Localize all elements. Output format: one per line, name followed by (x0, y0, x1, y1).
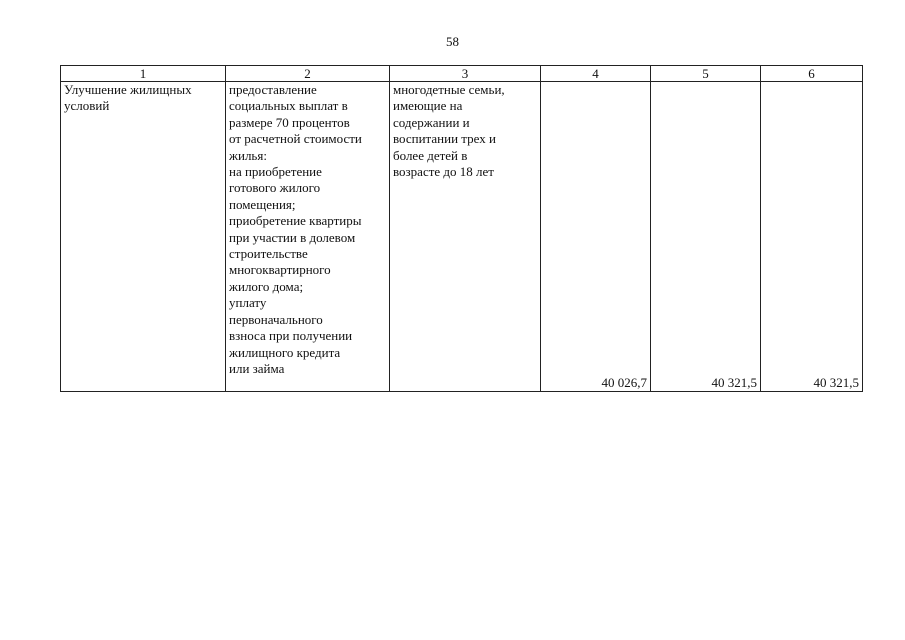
cell-line: более детей в (393, 147, 468, 163)
cell-direction (61, 82, 226, 392)
cell-line: возрасте до 18 лет (393, 164, 494, 180)
budget-table (60, 65, 863, 392)
header-cell-1: 1 (61, 66, 226, 82)
cell-line: имеющие на (393, 98, 463, 114)
header-cell-2: 2 (226, 66, 390, 82)
cell-line: жилищного кредита (229, 344, 341, 360)
header-cell-6: 6 (761, 66, 863, 82)
cell-line: предоставление (229, 82, 317, 97)
cell-line: на приобретение (229, 164, 322, 180)
header-cell-5: 5 (651, 66, 761, 82)
table-header-row (61, 66, 863, 82)
cell-line: или займа (229, 360, 285, 376)
cell-line: размере 70 процентов (229, 114, 350, 130)
cell-line: уплату (229, 295, 267, 311)
cell-line: многодетные семьи, (393, 82, 505, 97)
cell-line: содержании и (393, 114, 470, 130)
cell-measure (226, 82, 390, 392)
cell-recipients (390, 82, 541, 392)
cell-line: готового жилого (229, 180, 321, 196)
cell-line: социальных выплат в (229, 98, 348, 114)
cell-line: строительстве (229, 246, 308, 262)
cell-line: помещения; (229, 196, 296, 212)
table-row (61, 82, 863, 392)
cell-value-col4: 40 026,7 (541, 82, 651, 392)
cell-line: многоквартирного (229, 262, 331, 278)
cell-line: жилья: (229, 147, 267, 163)
cell-value-col6: 40 321,5 (761, 82, 863, 392)
cell-line: жилого дома; (229, 278, 304, 294)
cell-line: воспитании трех и (393, 131, 496, 147)
cell-line: взноса при получении (229, 328, 353, 344)
cell-value-col5: 40 321,5 (651, 82, 761, 392)
cell-line: от расчетной стоимости (229, 131, 362, 147)
cell-line: при участии в долевом (229, 229, 356, 245)
cell-line: условий (64, 98, 110, 114)
header-cell-3: 3 (390, 66, 541, 82)
page-number: 58 (446, 34, 459, 49)
cell-line: приобретение квартиры (229, 213, 362, 229)
header-cell-4: 4 (541, 66, 651, 82)
cell-line: первоначального (229, 311, 323, 327)
cell-line: Улучшение жилищных (64, 82, 192, 97)
